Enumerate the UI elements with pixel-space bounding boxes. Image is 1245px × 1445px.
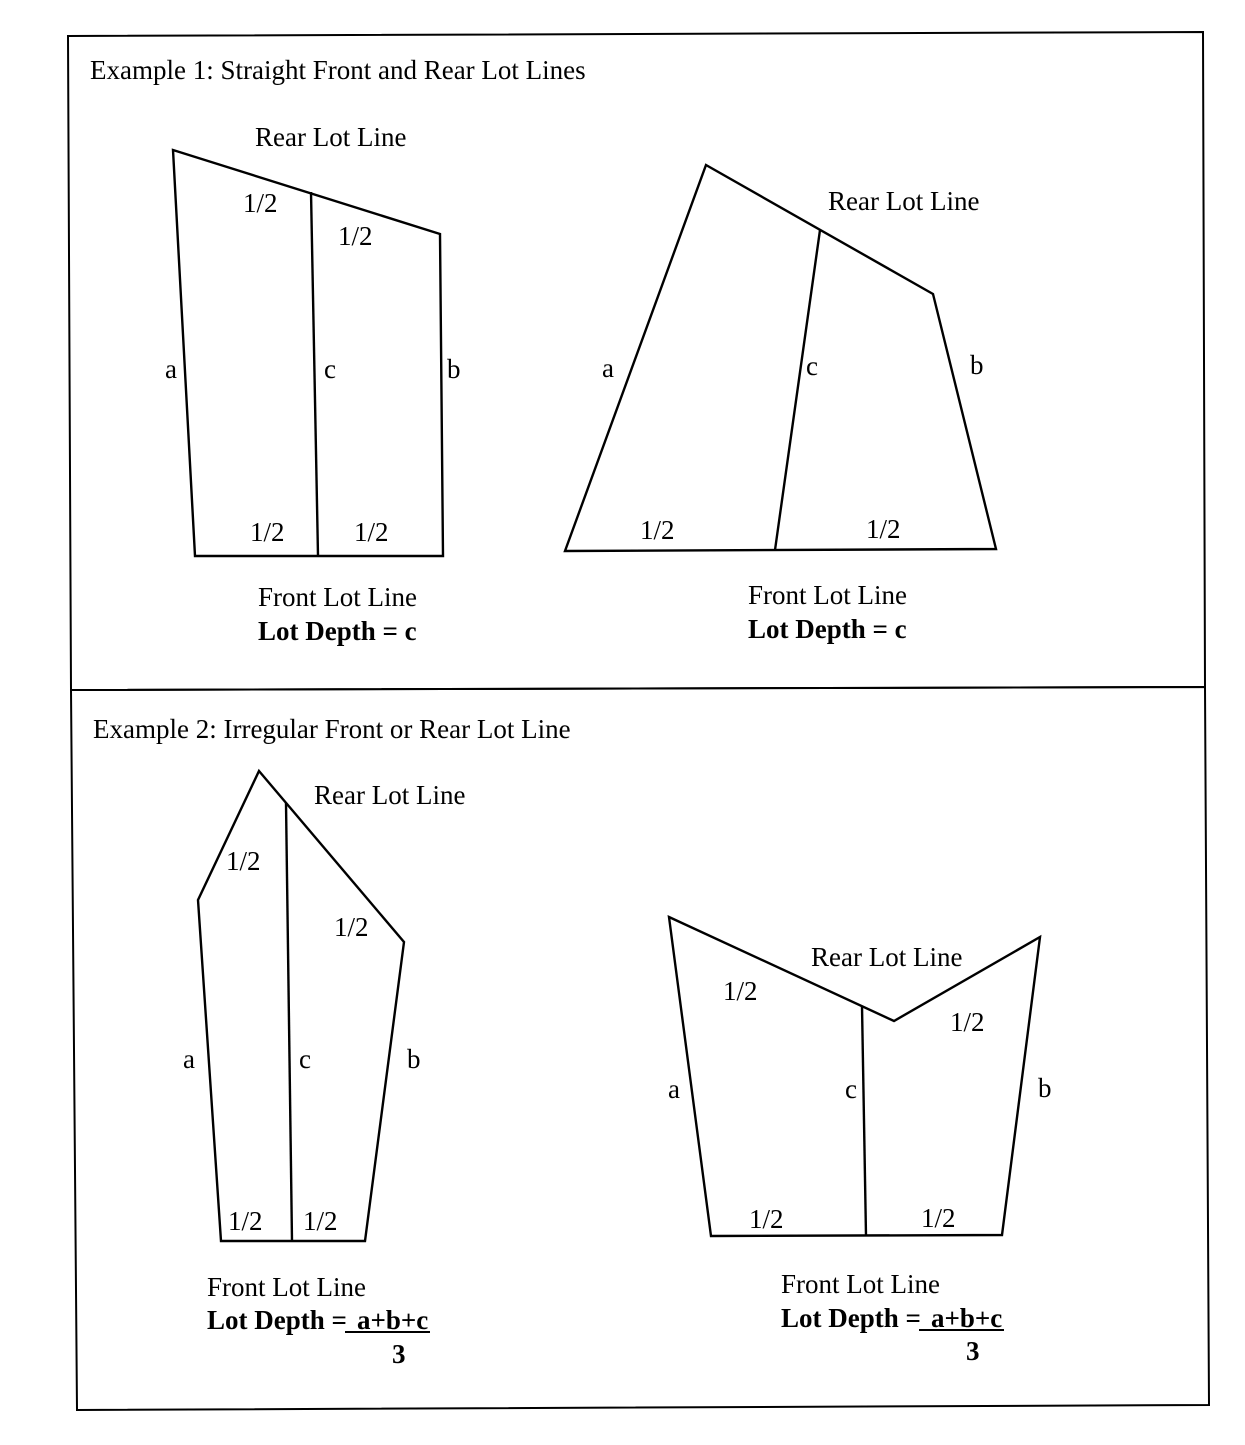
side-b-label: b bbox=[1038, 1073, 1052, 1103]
half-label: 1/2 bbox=[640, 515, 675, 545]
lot-depth-prefix: Lot Depth = bbox=[781, 1303, 921, 1333]
half-label: 1/2 bbox=[243, 188, 278, 218]
side-c-label: c bbox=[845, 1074, 857, 1104]
front-lot-line-label: Front Lot Line bbox=[207, 1272, 366, 1302]
side-a-label: a bbox=[668, 1074, 680, 1104]
example2-left-lot bbox=[183, 771, 465, 1369]
half-label: 1/2 bbox=[250, 517, 285, 547]
front-lot-line-label: Front Lot Line bbox=[258, 582, 417, 612]
half-label: 1/2 bbox=[226, 846, 261, 876]
rear-lot-line-label: Rear Lot Line bbox=[811, 942, 963, 972]
depth-line-c bbox=[311, 192, 318, 556]
lot-outline bbox=[198, 771, 404, 1241]
half-label: 1/2 bbox=[354, 517, 389, 547]
example1-title: Example 1: Straight Front and Rear Lot Lines bbox=[90, 55, 586, 85]
side-a-label: a bbox=[602, 353, 614, 383]
front-lot-line-label: Front Lot Line bbox=[748, 580, 907, 610]
front-lot-line-label: Front Lot Line bbox=[781, 1269, 940, 1299]
side-b-label: b bbox=[407, 1044, 421, 1074]
side-a-label: a bbox=[165, 354, 177, 384]
lot-depth-denominator: 3 bbox=[392, 1339, 406, 1369]
lot-depth-numerator: a+b+c bbox=[357, 1305, 429, 1335]
example2-title: Example 2: Irregular Front or Rear Lot Line bbox=[93, 714, 571, 744]
half-label: 1/2 bbox=[338, 221, 373, 251]
lot-depth-prefix: Lot Depth = bbox=[207, 1305, 347, 1335]
half-label: 1/2 bbox=[303, 1206, 338, 1236]
rear-lot-line-label: Rear Lot Line bbox=[255, 122, 407, 152]
depth-line-c bbox=[286, 803, 292, 1241]
lot-depth-formula: Lot Depth = c bbox=[748, 614, 907, 644]
depth-line-c bbox=[775, 230, 820, 550]
side-a-label: a bbox=[183, 1044, 195, 1074]
side-b-label: b bbox=[447, 354, 461, 384]
lot-depth-formula: Lot Depth = c bbox=[258, 616, 417, 646]
half-label: 1/2 bbox=[866, 514, 901, 544]
side-c-label: c bbox=[324, 354, 336, 384]
example2-right-lot bbox=[668, 917, 1052, 1366]
half-label: 1/2 bbox=[334, 912, 369, 942]
example1-left-lot bbox=[165, 122, 461, 646]
example1-panel bbox=[68, 32, 1205, 690]
depth-line-c bbox=[862, 1006, 866, 1236]
rear-lot-line-label: Rear Lot Line bbox=[314, 780, 466, 810]
side-c-label: c bbox=[299, 1044, 311, 1074]
side-c-label: c bbox=[806, 351, 818, 381]
half-label: 1/2 bbox=[950, 1007, 985, 1037]
example1-right-lot bbox=[565, 165, 996, 644]
lot-depth-denominator: 3 bbox=[966, 1336, 980, 1366]
half-label: 1/2 bbox=[723, 976, 758, 1006]
half-label: 1/2 bbox=[228, 1206, 263, 1236]
lot-outline bbox=[565, 165, 996, 551]
side-b-label: b bbox=[970, 350, 984, 380]
example2-panel bbox=[71, 687, 1209, 1410]
lot-depth-numerator: a+b+c bbox=[931, 1303, 1003, 1333]
half-label: 1/2 bbox=[749, 1204, 784, 1234]
half-label: 1/2 bbox=[921, 1203, 956, 1233]
lot-outline bbox=[173, 150, 443, 556]
rear-lot-line-label: Rear Lot Line bbox=[828, 186, 980, 216]
example1-frame bbox=[68, 32, 1205, 690]
